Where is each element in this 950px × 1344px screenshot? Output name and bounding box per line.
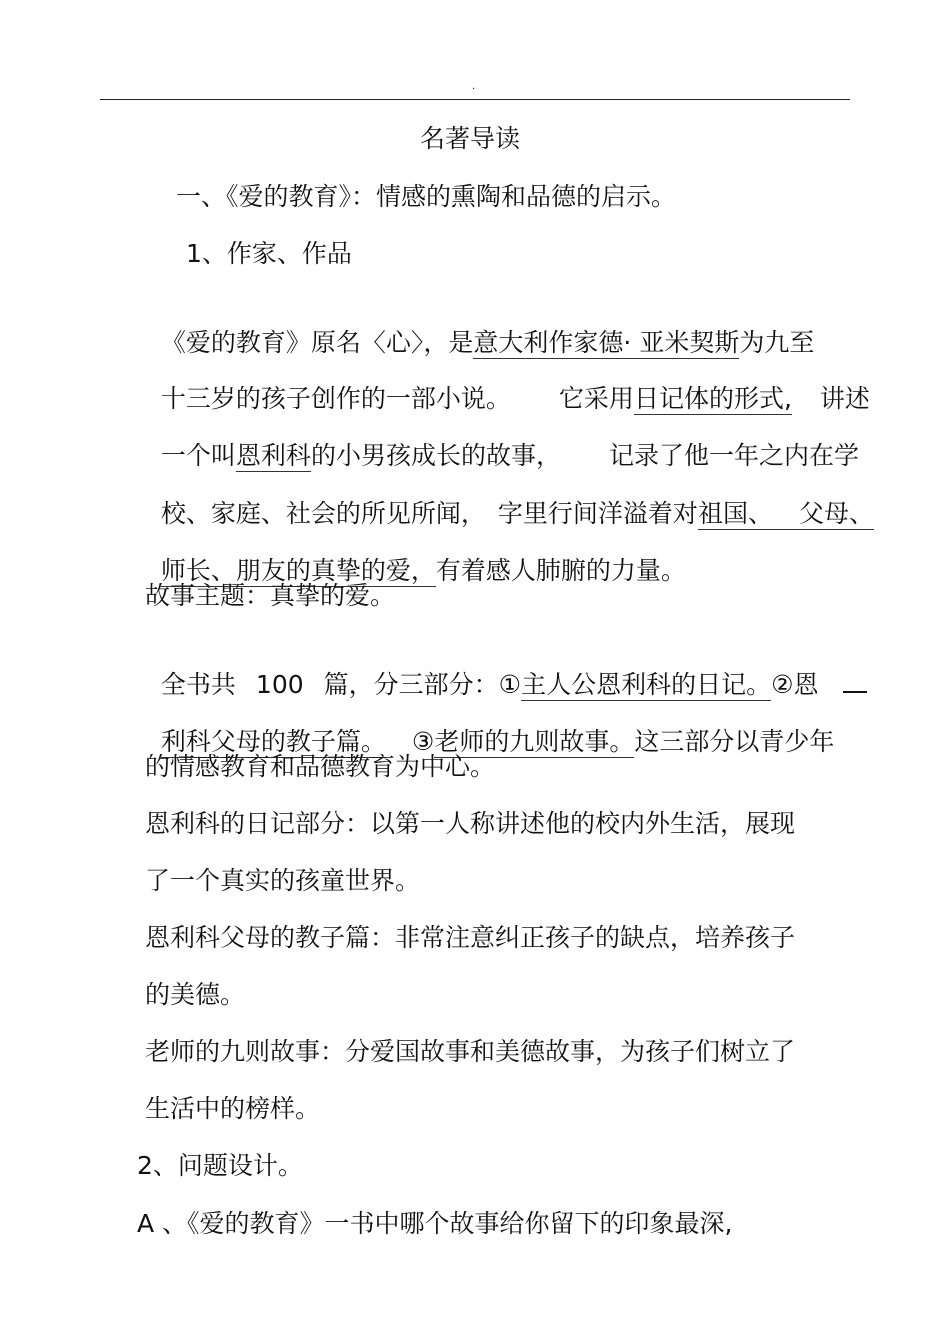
love-underlined [698,499,874,530]
chapter-count: 100 [255,670,304,699]
diary-form-underlined: 日记体的形式, [633,384,792,413]
parts-text: 篇，分三部分：① [323,670,522,699]
love-text: 父母、 [798,499,874,528]
intro-text: 记录了他一年之内在学 [608,441,859,470]
intro-text: 有着感人肺腑的力量。 [435,556,686,585]
teacher-line-2: 生活中的榜样。 [145,1094,321,1123]
enrico-underlined: 恩利科 [235,441,311,470]
intro-text: 字里行间洋溢着对 [497,499,698,528]
parts-line-2 [145,694,834,758]
intro-text: 《爱的教育》原名〈心〉，是 [160,328,474,357]
parts-text: 这三部分以青少年 [634,727,835,756]
intro-line-1 [145,295,814,359]
parents-line-1: 恩利科父母的教子篇：非常注意纠正孩子的缺点，培养孩子 [145,923,796,952]
header-rule [100,99,850,100]
subheading-author-works: 1、作家、作品 [186,239,352,268]
parts-text: 全书共 [160,670,236,699]
intro-line-5 [145,523,686,587]
teacher-line-1: 老师的九则故事：分爱国故事和美德故事，为孩子们树立了 [145,1037,796,1066]
parts-line-1 [145,637,867,701]
part-three-underlined: 老师的九则故事。 [434,727,635,756]
part-two-underlined: 利科父母的教子篇。 [160,727,386,756]
header-dot: . [472,81,476,92]
page-title: 名著导读 [420,124,521,153]
intro-text: 的小男孩成长的故事， [310,441,561,470]
intro-text: 为九至 [739,328,815,357]
parts-text: ③ [411,727,435,756]
intro-line-2 [145,351,870,415]
subheading-questions: 2、问题设计。 [137,1151,303,1180]
diary-line-2: 了一个真实的孩童世界。 [145,866,421,895]
intro-line-4 [145,466,874,530]
intro-text: 它采用 [558,384,634,413]
fill-blank [843,671,867,693]
author-underlined: 意大利作家德· 亚米契斯 [473,328,740,357]
parts-line-3: 的情感教育和品德教育为中心。 [145,752,496,781]
question-a: A 、《爱的教育》一书中哪个故事给你留下的印象最深, [137,1209,733,1238]
intro-text: 校、家庭、社会的所见所闻， [160,499,486,528]
diary-line-1: 恩利科的日记部分：以第一人称讲述他的校内外生活，展现 [145,809,796,838]
section-heading: 一、《爱的教育》：情感的熏陶和品德的启示。 [176,182,677,211]
love-underlined: 师长、朋友的真挚的爱， [160,556,436,585]
intro-line-3 [145,408,859,472]
part-one-underlined: 主人公恩利科的日记。 [521,670,772,699]
intro-text: 一个叫 [160,441,236,470]
intro-text: 十三岁的孩子创作的一部小说。 [160,384,511,413]
intro-text: 讲述 [819,384,870,413]
theme-line: 故事主题：真挚的爱。 [145,581,396,610]
parents-line-2: 的美德。 [145,980,246,1009]
love-text: 祖国、 [697,499,773,528]
parts-text: ②恩 [771,670,819,699]
